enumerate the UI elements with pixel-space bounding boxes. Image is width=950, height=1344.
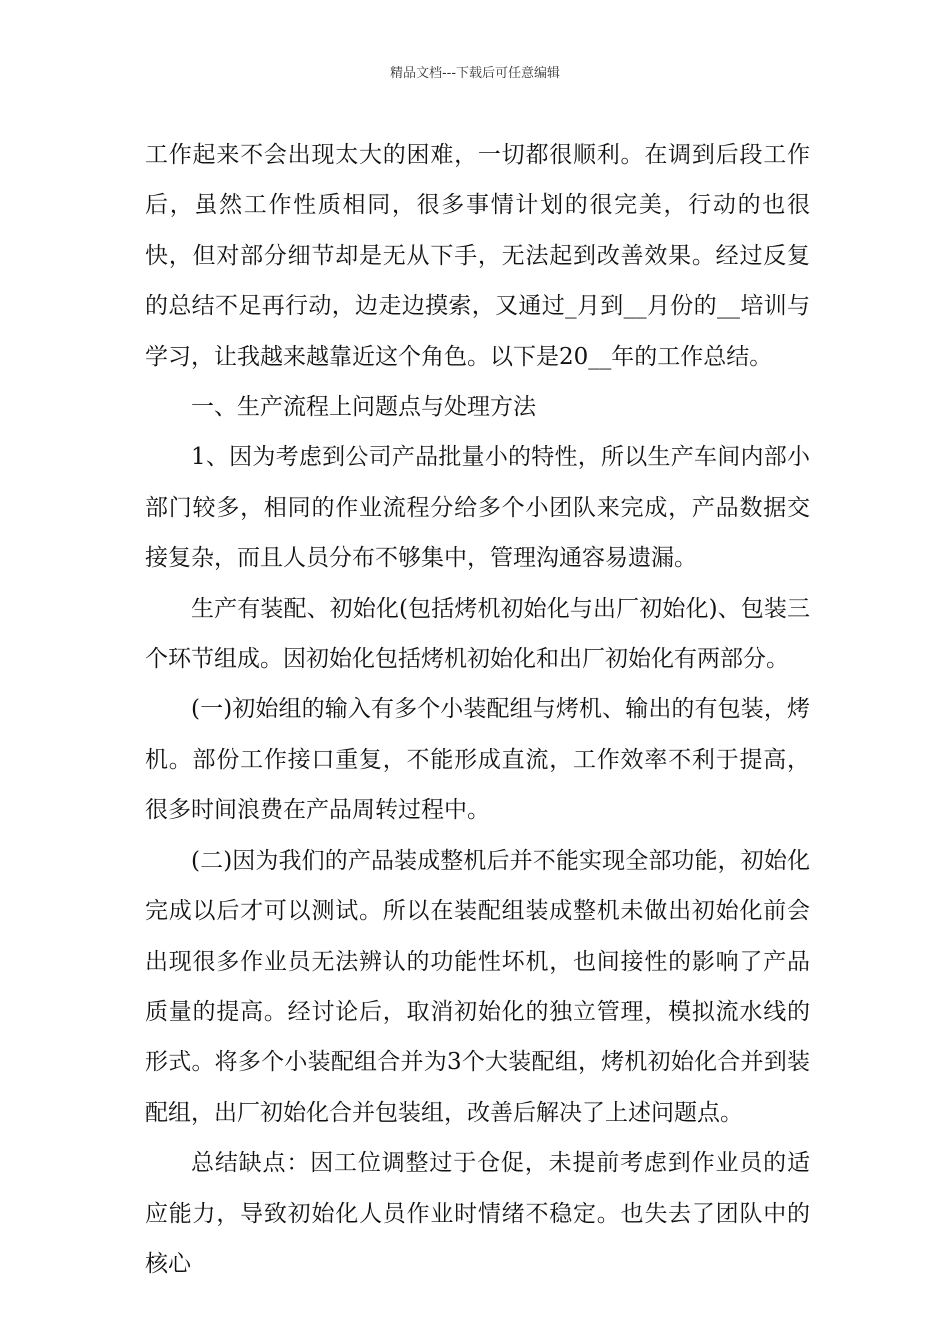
paragraph-subitem-1: (一)初始组的输入有多个小装配组与烤机、输出的有包装，烤机。部份工作接口重复，不能形成直流，工作效率不利于提高，很多时间浪费在产品周转过程中。 [145,696,810,824]
document-body [145,130,810,1289]
section-heading: 一、生产流程上问题点与处理方法 [191,394,536,421]
paragraph-summary-shortcomings: 总结缺点：因工位调整过于仓促，未提前考虑到作业员的适应能力，导致初始化人员作业时情绪不稳定。也失去了团队中的核心 [145,1150,810,1277]
paragraph-production-steps: 生产有装配、初始化(包括烤机初始化与出厂初始化)、包装三个环节组成。因初始化包括烤机初始化和出厂初始化有两部分。 [145,595,810,673]
paragraph-subitem-2: (二)因为我们的产品装成整机后并不能实现全部功能，初始化完成以后才可以测试。所以在装配组装成整机未做出初始化前会出现很多作业员无法辨认的功能性坏机，也间接性的影响了产品质量的提高。经讨论后，取消初始化的独立管理，模拟流水线的形式。将多个小装配组合并为3个大装配组，烤机初始化合并到装配组，出厂初始化合并包装组，改善后解决了上述问题点。 [145,847,810,1126]
page-header: 精品文档---下载后可任意编辑 [389,66,561,81]
paragraph-continuation: 工作起来不会出现太大的困难，一切都很顺利。在调到后段工作后，虽然工作性质相同，很多事情计划的很完美，行动的也很快，但对部分细节却是无从下手，无法起到改善效果。经过反复的总结不足再行动，边走边摸索，又通过_月到__月份的__培训与学习，让我越来越靠近这个角色。以下是20__年的工作总结。 [145,142,810,370]
paragraph-item-1: 1、因为考虑到公司产品批量小的特性，所以生产车间内部小部门较多，相同的作业流程分给多个小团队来完成，产品数据交接复杂，而且人员分布不够集中，管理沟通容易遗漏。 [145,444,810,572]
